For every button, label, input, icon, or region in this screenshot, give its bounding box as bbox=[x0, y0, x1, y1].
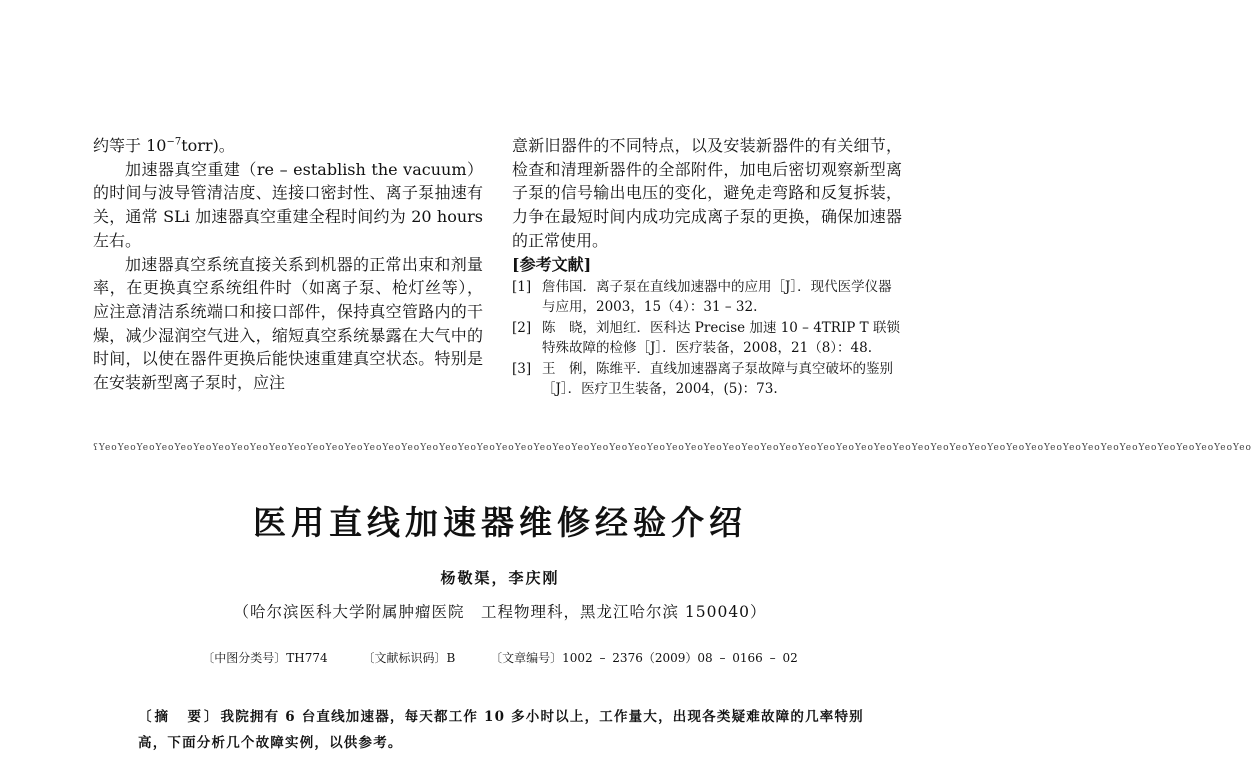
abstract-label: 〔摘 要〕 bbox=[138, 709, 221, 725]
abstract bbox=[138, 704, 868, 756]
abstract-text: 我院拥有 6 台直线加速器，每天都工作 10 多小时以上，工作量大，出现各类疑难故障的几率特别高，下面分析几个故障实例，以供参考。 bbox=[138, 709, 864, 751]
article-number: 〔文章编号〕1002 – 2376（2009）08 – 0166 – 02 bbox=[490, 651, 798, 665]
reference-text: 王 俐，陈维平．直线加速器离子泵故障与真空破坏的鉴别［J］．医疗卫生装备，2004，(5)：73. bbox=[542, 361, 893, 398]
reference-item bbox=[512, 277, 902, 317]
ornamental-divider: ʕYeoYeoYeoYeoYeoYeoYeoYeoYeoYeoYeoYeoYeoYeoYeoYeoYeoYeoYeoYeoYeoYeoYeoYeoYeoYeoYeoYeoYeoYeoYeoYeoYeoYeoYeoYeoYeoYeoYeoYeoYeoYeoYeoYeoYeoYeoYeoYeoYeoYeoYeoYeoYeoYeoYeoYeoYeoYeoYeoYeoYeo bbox=[93, 443, 1252, 453]
reference-number: [2] bbox=[512, 320, 532, 337]
left-column bbox=[93, 134, 483, 395]
article-title: 医用直线加速器维修经验介绍 bbox=[253, 503, 747, 542]
right-paragraph-1: 意新旧器件的不同特点，以及安装新器件的有关细节，检查和清理新器件的全部附件，加电后密切观察新型离子泵的信号输出电压的变化，避免走弯路和反复拆装，力争在最短时间内成功完成离子泵的更换，确保加速器的正常使用。 bbox=[512, 136, 902, 250]
classification-number: 〔中图分类号〕TH774 bbox=[202, 651, 328, 665]
reference-item bbox=[512, 359, 902, 399]
reference-number: [1] bbox=[512, 279, 532, 296]
left-paragraph-1-text: 约等于 10 bbox=[93, 136, 167, 155]
reference-text: 陈 晓，刘旭红．医科达 Precise 加速 10 – 4TRIP T 联锁特殊故障的检修［J］．医疗装备，2008，21（8）：48. bbox=[542, 320, 900, 357]
left-paragraph-1-tail: torr)。 bbox=[181, 136, 235, 155]
superscript-exponent: −7 bbox=[166, 136, 182, 148]
left-paragraph-3: 加速器真空系统直接关系到机器的正常出束和剂量率，在更换真空系统组件时（如离子泵、枪灯丝等），应注意清洁系统端口和接口部件，保持真空管路内的干燥，减少湿润空气进入，缩短真空系统暴露在大气中的时间，以使在器件更换后能快速重建真空状态。特别是在安装新型离子泵时，应注 bbox=[93, 254, 483, 393]
reference-item bbox=[512, 318, 902, 358]
article-authors: 杨敬渠，李庆刚 bbox=[440, 569, 560, 587]
document-code: 〔文献标识码〕B bbox=[362, 651, 456, 665]
article-affiliation: （哈尔滨医科大学附属肿瘤医院 工程物理科，黑龙江哈尔滨 150040） bbox=[233, 603, 767, 621]
left-paragraph-2: 加速器真空重建（re – establish the vacuum）的时间与波导管清洁度、连接口密封性、离子泵抽速有关，通常 SLi 加速器真空重建全程时间约为 20 hours左右。 bbox=[93, 159, 483, 250]
reference-text: 詹伟国．离子泵在直线加速器中的应用［J］．现代医学仪器与应用，2003，15（4）：31 – 32. bbox=[542, 279, 892, 316]
right-column bbox=[512, 134, 902, 399]
reference-number: [3] bbox=[512, 361, 532, 378]
classification-line bbox=[0, 649, 1000, 666]
references-heading: [参考文献] bbox=[512, 254, 592, 274]
left-paragraph-1 bbox=[93, 134, 483, 158]
